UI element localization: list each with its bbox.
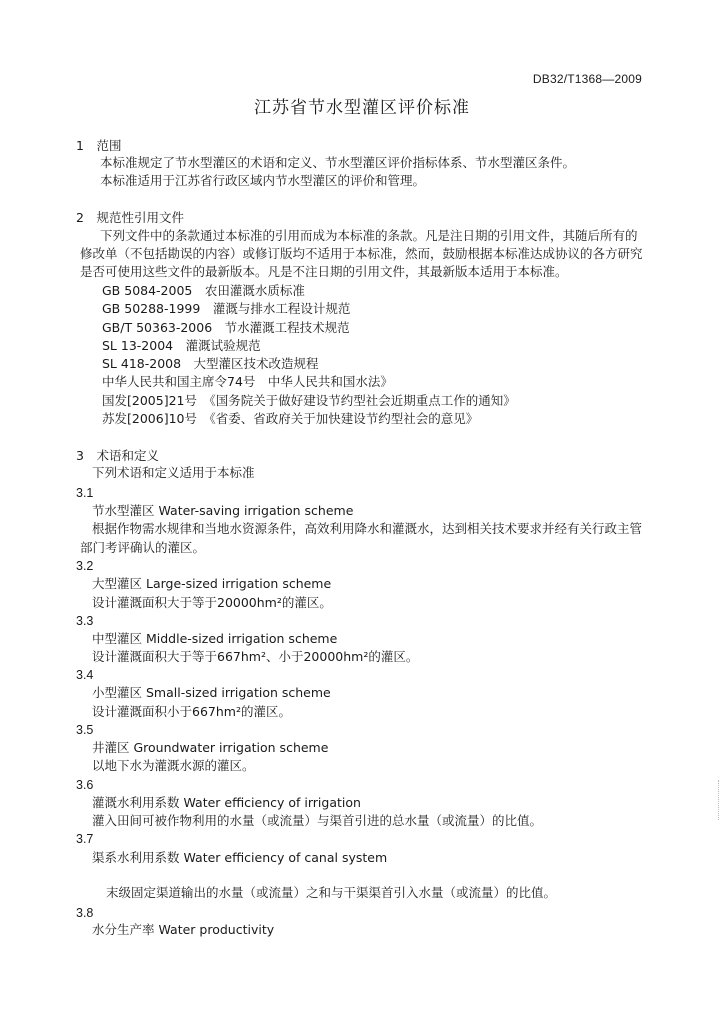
document-code: DB32/T1368—2009	[532, 72, 642, 86]
term-definition: 设计灌溉面积大于等于20000hm²的灌区。	[92, 595, 332, 610]
section-2-paragraph-line-2: 修改单（不包括勘误的内容）或修订版均不适用于本标准，然而，鼓励根据本标准达成协议的各方研究	[80, 246, 643, 261]
section-3-heading: 3 术语和定义	[76, 448, 159, 463]
section-1-paragraph-1: 本标准规定了节水型灌区的术语和定义、节水型灌区评价指标体系、节水型灌区条件。	[100, 155, 576, 170]
term-title: 水分生产率 Water productivity	[92, 922, 275, 937]
term-title: 灌溉水利用系数 Water efficiency of irrigation	[92, 795, 361, 810]
term-definition: 灌入田间可被作物利用的水量（或流量）与渠首引进的总水量（或流量）的比值。	[92, 813, 543, 828]
section-3-intro: 下列术语和定义适用于本标准	[92, 465, 255, 480]
reference-item: GB 5084-2005 农田灌溉水质标准	[102, 283, 305, 298]
section-1-heading: 1 范围	[76, 138, 122, 153]
term-definition-continued: 部门考评确认的灌区。	[80, 540, 206, 555]
term-number: 3.4	[76, 668, 94, 682]
term-title: 中型灌区 Middle-sized irrigation scheme	[92, 631, 338, 646]
reference-item: 中华人民共和国主席令74号 中华人民共和国水法》	[102, 374, 393, 389]
term-definition: 设计灌溉面积大于等于667hm²、小于20000hm²的灌区。	[92, 649, 419, 664]
term-title: 节水型灌区 Water-saving irrigation scheme	[92, 503, 354, 518]
term-number: 3.3	[76, 614, 94, 628]
section-2-paragraph-line-1: 下列文件中的条款通过本标准的引用而成为本标准的条款。凡是注日期的引用文件，其随后所有的	[100, 228, 638, 243]
section-2-heading: 2 规范性引用文件	[76, 210, 184, 225]
reference-item: SL 418-2008 大型灌区技术改造规程	[102, 356, 319, 371]
term-number: 3.5	[76, 723, 94, 737]
scan-edge-mark	[718, 780, 722, 820]
term-definition: 以地下水为灌溉水源的灌区。	[92, 758, 255, 773]
section-2-paragraph-line-3: 是否可使用这些文件的最新版本。凡是不注日期的引用文件，其最新版本适用于本标准。	[80, 264, 568, 279]
reference-item: GB/T 50363-2006 节水灌溉工程技术规范	[102, 320, 350, 335]
reference-item: GB 50288-1999 灌溉与排水工程设计规范	[102, 301, 351, 316]
reference-item: 国发[2005]21号 《国务院关于做好建设节约型社会近期重点工作的通知》	[102, 393, 516, 408]
term-title: 井灌区 Groundwater irrigation scheme	[92, 740, 329, 755]
term-title: 小型灌区 Small-sized irrigation scheme	[92, 685, 331, 700]
term-number: 3.7	[76, 832, 94, 846]
section-1-paragraph-2: 本标准适用于江苏省行政区域内节水型灌区的评价和管理。	[100, 173, 426, 188]
term-title: 大型灌区 Large-sized irrigation scheme	[92, 576, 332, 591]
term-number: 3.6	[76, 778, 94, 792]
term-definition: 末级固定渠道输出的水量（或流量）之和与干渠渠首引入水量（或流量）的比值。	[106, 885, 557, 900]
term-number: 3.8	[76, 906, 94, 920]
term-number: 3.2	[76, 559, 94, 573]
reference-item: 苏发[2006]10号 《省委、省政府关于加快建设节约型社会的意见》	[102, 411, 479, 426]
term-number: 3.1	[76, 486, 94, 500]
term-title: 渠系水利用系数 Water efficiency of canal system	[92, 850, 388, 865]
document-title: 江苏省节水型灌区评价标准	[254, 98, 470, 118]
term-definition: 设计灌溉面积小于667hm²的灌区。	[92, 704, 291, 719]
term-definition: 根据作物需水规律和当地水资源条件，高效利用降水和灌溉水，达到相关技术要求并经有关行政主管	[92, 521, 643, 536]
reference-item: SL 13-2004 灌溉试验规范	[102, 338, 261, 353]
